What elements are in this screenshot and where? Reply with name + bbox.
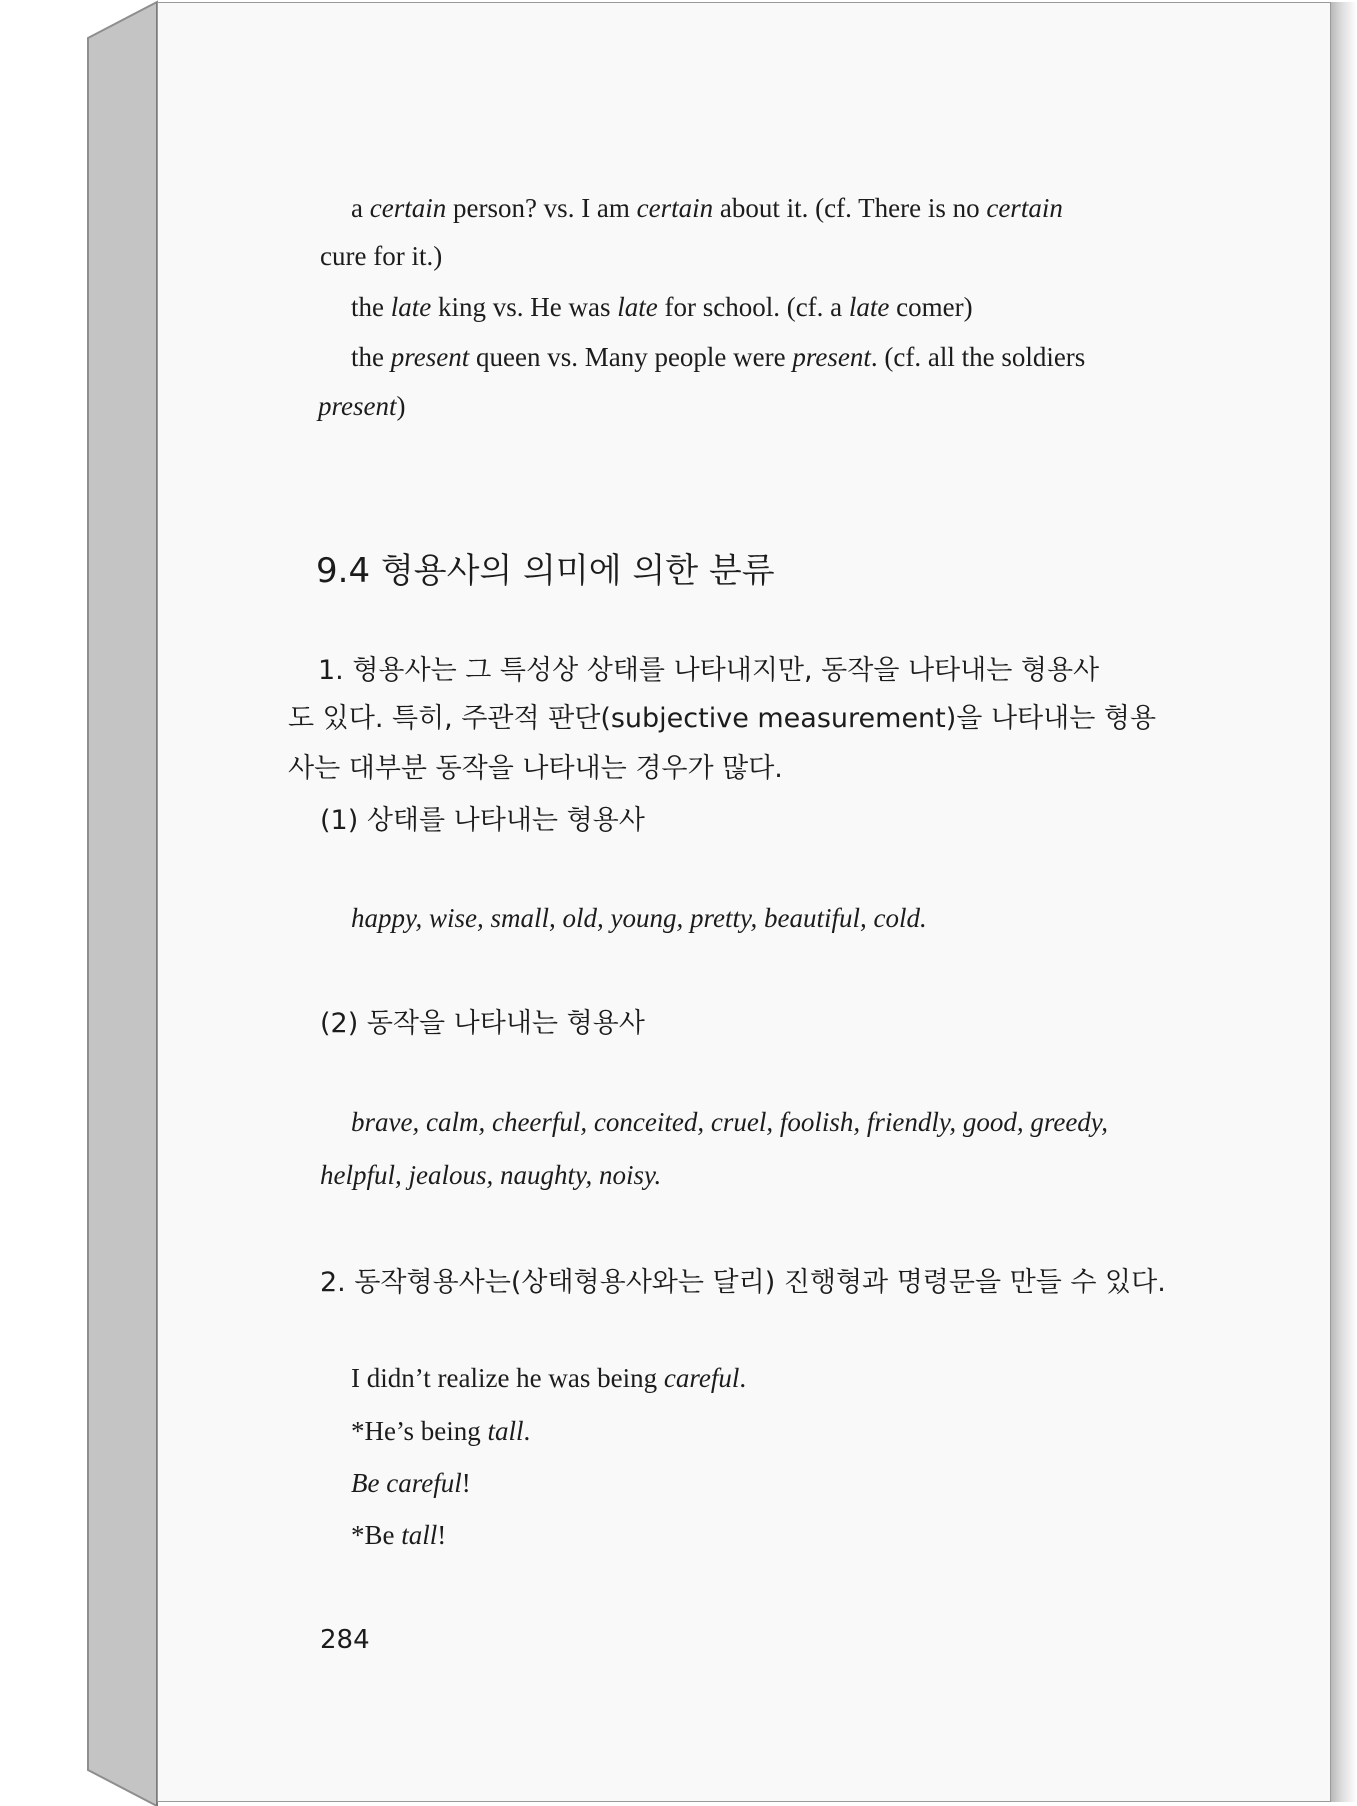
state-adjectives-list: happy, wise, small, old, young, pretty, beautiful, cold. — [351, 903, 927, 933]
paragraph-1-line-1: 1. 형용사는 그 특성상 상태를 나타내지만, 동작을 나타내는 형용사 — [318, 655, 1100, 686]
subsection-2-title: (2) 동작을 나타내는 형용사 — [320, 1008, 645, 1039]
example-line-present: the present queen vs. Many people were present. (cf. all the soldiers — [351, 342, 1086, 372]
subsection-1-title: (1) 상태를 나타내는 형용사 — [320, 805, 645, 836]
paragraph-1-line-2: 도 있다. 특히, 주관적 판단(subjective measurement)을 나타내는 형용 — [288, 703, 1157, 734]
paragraph-1-line-3: 사는 대부분 동작을 나타내는 경우가 많다. — [288, 753, 783, 784]
example-line-certain: a certain person? vs. I am certain about it. (cf. There is no certain — [351, 193, 1063, 223]
example-sentence-2: *He’s being tall. — [351, 1416, 531, 1446]
section-heading: 9.4 형용사의 의미에 의한 분류 — [316, 551, 775, 591]
example-sentence-4: *Be tall! — [351, 1520, 447, 1550]
paragraph-2: 2. 동작형용사는(상태형용사와는 달리) 진행형과 명령문을 만들 수 있다. — [320, 1267, 1166, 1298]
action-adjectives-list-line-1: brave, calm, cheerful, conceited, cruel, foolish, friendly, good, greedy, — [351, 1107, 1109, 1137]
page-edge-shadow — [1331, 2, 1357, 1802]
example-line-present-cont: present) — [318, 391, 406, 421]
example-sentence-3: Be careful! — [351, 1468, 471, 1498]
action-adjectives-list-line-2: helpful, jealous, naughty, noisy. — [320, 1160, 662, 1190]
page-number: 284 — [320, 1625, 370, 1655]
book-spine — [0, 0, 170, 1806]
example-sentence-1: I didn’t realize he was being careful. — [351, 1363, 747, 1393]
example-line-late: the late king vs. He was late for school. (cf. a late comer) — [351, 292, 973, 322]
example-line-certain-cont: cure for it.) — [320, 241, 443, 271]
